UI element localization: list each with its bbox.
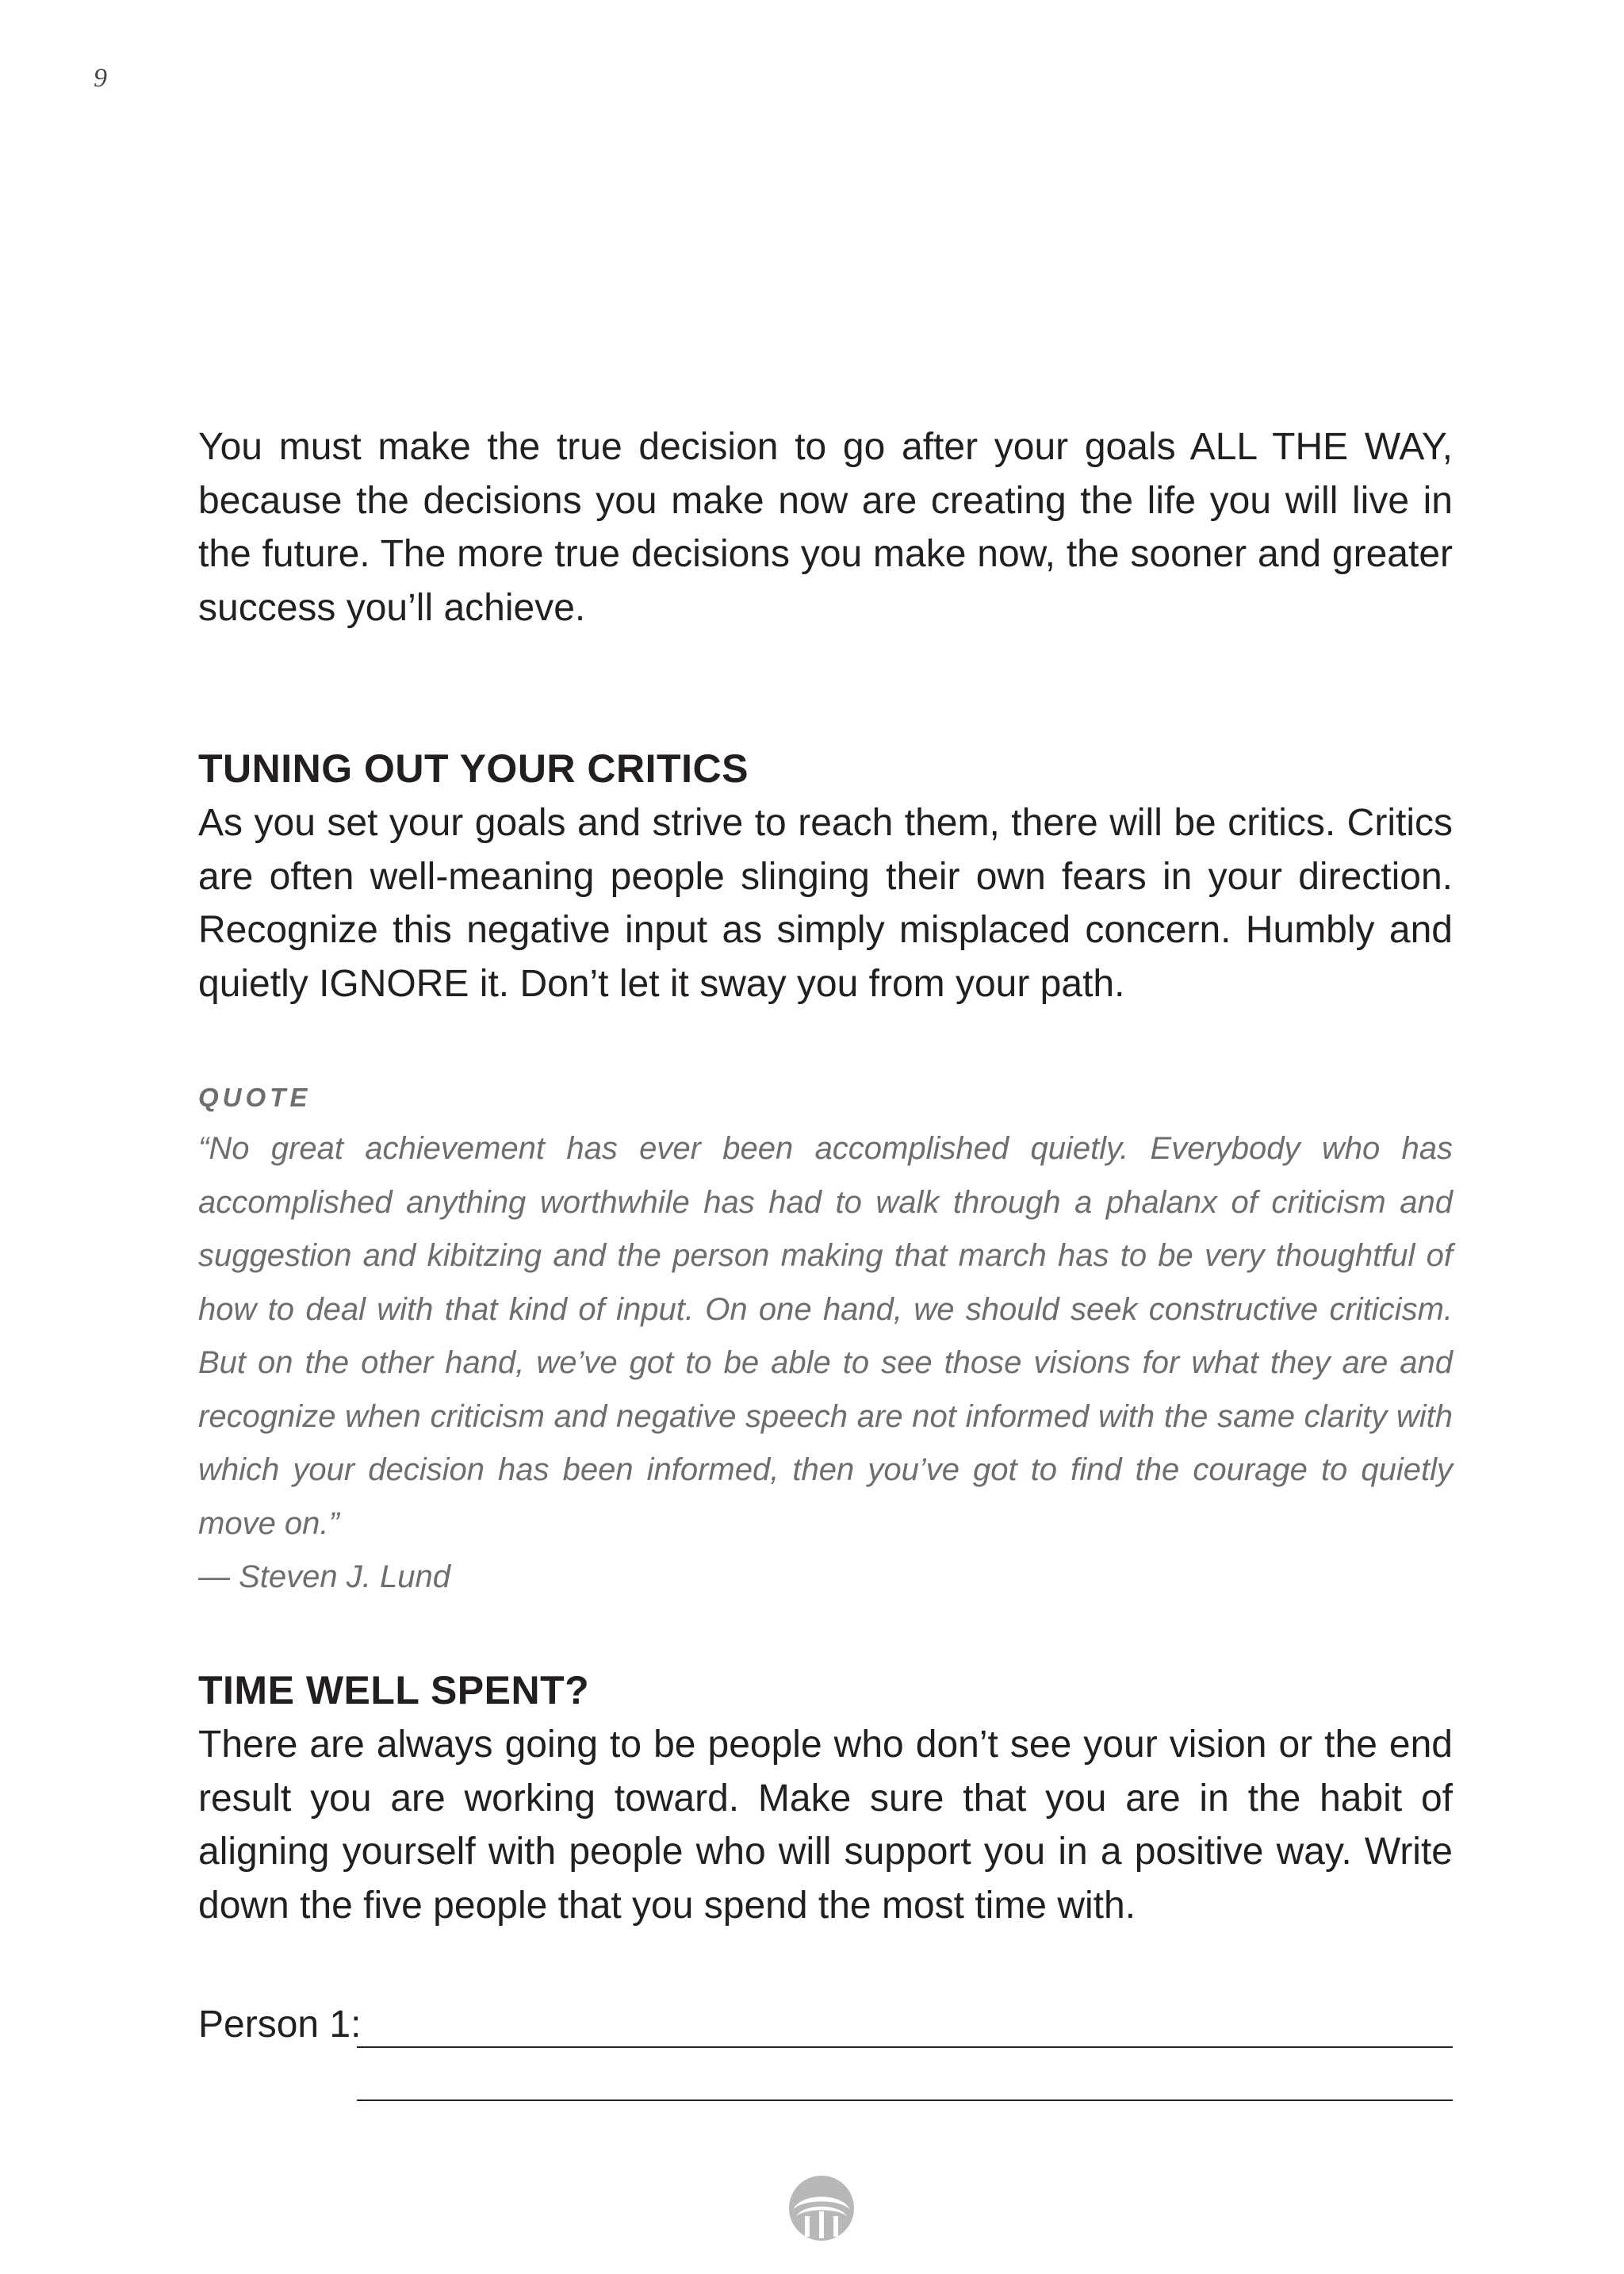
intro-paragraph: You must make the true decision to go after your goals ALL THE WAY, because the decisions you make now are creating the life you will live in the future. The more true decisions you make now, the sooner and greater success you’ll achieve.: [198, 426, 1453, 629]
person-1-field: [198, 2003, 1453, 2106]
intro-section: [198, 420, 1453, 635]
person-1-line-2[interactable]: [357, 2100, 1453, 2101]
critics-heading: TUNING OUT YOUR CRITICS: [198, 746, 749, 791]
quote-label: QUOTE: [198, 1083, 312, 1112]
person-1-line-1[interactable]: [357, 2046, 1453, 2048]
critics-section: [198, 746, 1453, 1010]
brand-logo-icon: [788, 2175, 855, 2241]
critics-paragraph: As you set your goals and strive to reach them, there will be critics. Critics are often well-meaning people slinging their own fears in your direction. Recognize this negative input as simply misplaced concern. Humbly and quietly IGNORE it. Don’t let it sway you from your path.: [198, 802, 1453, 1005]
time-well-spent-paragraph: There are always going to be people who don’t see your vision or the end result you are working toward. Make sure that you are in the habit of aligning yourself with people who will support you in a positive way. Write down the five people that you spend the most time with.: [198, 1724, 1453, 1927]
quote-text: “No great achievement has ever been accomplished quietly. Everybody who has accomplished anything worthwhile has had to walk through a phalanx of criticism and suggestion and kibitzing and the person making that march has to be very thoughtful of how to deal with that kind of input. On one hand, we should seek constructive criticism. But on the other hand, we’ve got to be able to see those visions for what they are and recognize when criticism and negative speech are not informed with the same clarity with which your decision has been informed, then you’ve got to find the courage to quietly move on.”: [198, 1131, 1453, 1541]
person-1-label: Person 1:: [198, 2004, 362, 2046]
quote-attribution: — Steven J. Lund: [198, 1559, 450, 1594]
quote-section: [198, 1083, 1453, 1605]
page-number: 9: [94, 63, 107, 93]
time-well-spent-heading: TIME WELL SPENT?: [198, 1668, 590, 1712]
time-well-spent-section: [198, 1667, 1453, 1932]
